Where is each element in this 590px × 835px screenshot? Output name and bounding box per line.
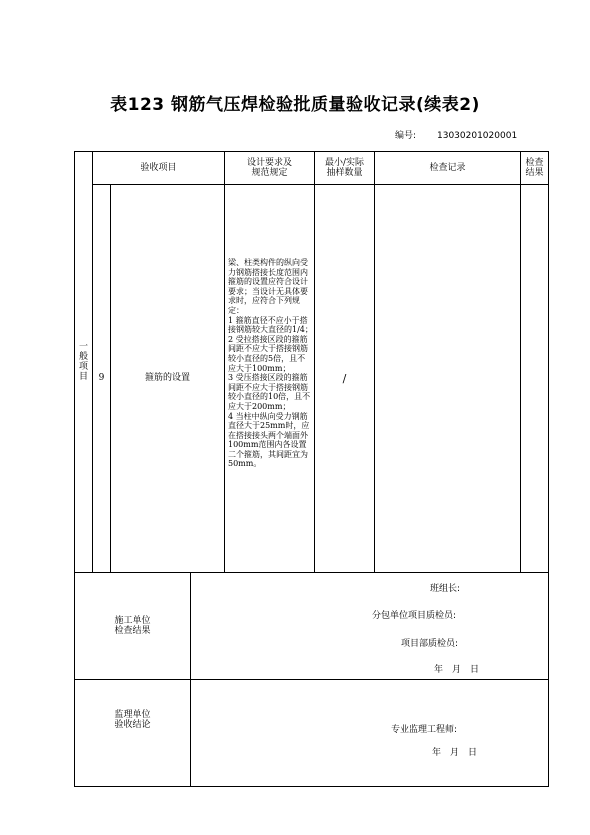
row-number: 9 [98, 373, 105, 383]
dept-inspector-label: 项目部质检员: [401, 639, 459, 649]
sub-inspector-label: 分包单位项目质检员: [372, 611, 457, 621]
supervision-label-line1: 监理单位 [114, 710, 151, 720]
table-border-bottom [74, 786, 549, 787]
table-border-right [548, 151, 549, 787]
header-sample-line2: 抽样数量 [326, 168, 363, 178]
code-label: 编号: [395, 131, 417, 141]
category-char-4: 目 [78, 372, 88, 382]
header-sample [315, 152, 374, 184]
header-item: 验收项目 [140, 162, 177, 173]
category-char-2: 般 [78, 352, 88, 362]
header-design-line1: 设计要求及 [246, 158, 292, 168]
header-design [225, 152, 314, 184]
construction-date: 年 月 日 [434, 665, 480, 675]
row-sample: / [342, 372, 347, 385]
category-general [75, 152, 92, 572]
supervision-label-line2: 验收结论 [114, 720, 151, 730]
header-result [521, 152, 548, 184]
header-record: 检查记录 [429, 162, 466, 173]
construction-label-line2: 检查结果 [114, 626, 151, 636]
header-result-line2: 结果 [525, 168, 544, 178]
page-title: 表123 钢筋气压焊检验批质量验收记录(续表2) [110, 95, 480, 115]
code-value: 13030201020001 [437, 131, 518, 141]
row-requirement: 梁、柱类构件的纵向受力钢筋搭接长度范围内箍筋的设置应符合设计要求；当设计无具体要求时，应符合下列规定： 1 箍筋直径不应小于搭接钢筋较大直径的1/4； 2 受拉搭接区段的箍筋间距不应大于搭接钢筋较小直径的5倍，且不应大于100mm； 3 受压搭接区段的箍筋间距不应大于搭接钢筋较小直径的10倍，且不应大于200mm； 4 当柱中纵向受力钢筋直径大于25mm时，应在搭接接头两个端面外100mm范围内各设置二个箍筋，其间距宜为50mm。 [228, 258, 313, 469]
col-line-lower-label [190, 572, 191, 787]
header-sample-line1: 最小/实际 [324, 158, 365, 168]
team-leader-label: 班组长: [430, 584, 461, 594]
col-line-item [224, 151, 225, 573]
construction-label [75, 573, 190, 679]
category-char-3: 项 [78, 362, 88, 372]
row-item-name: 箍筋的设置 [144, 373, 190, 383]
supervision-label [75, 680, 190, 760]
construction-label-line1: 施工单位 [114, 616, 151, 626]
header-result-line1: 检查 [525, 158, 544, 168]
supervision-engineer-label: 专业监理工程师: [391, 725, 458, 735]
supervision-date: 年 月 日 [432, 748, 478, 758]
code-row [395, 128, 518, 141]
category-char-1: 一 [78, 342, 88, 352]
header-design-line2: 规范规定 [251, 168, 288, 178]
row-record[interactable] [375, 185, 520, 572]
row-result[interactable] [521, 185, 548, 572]
